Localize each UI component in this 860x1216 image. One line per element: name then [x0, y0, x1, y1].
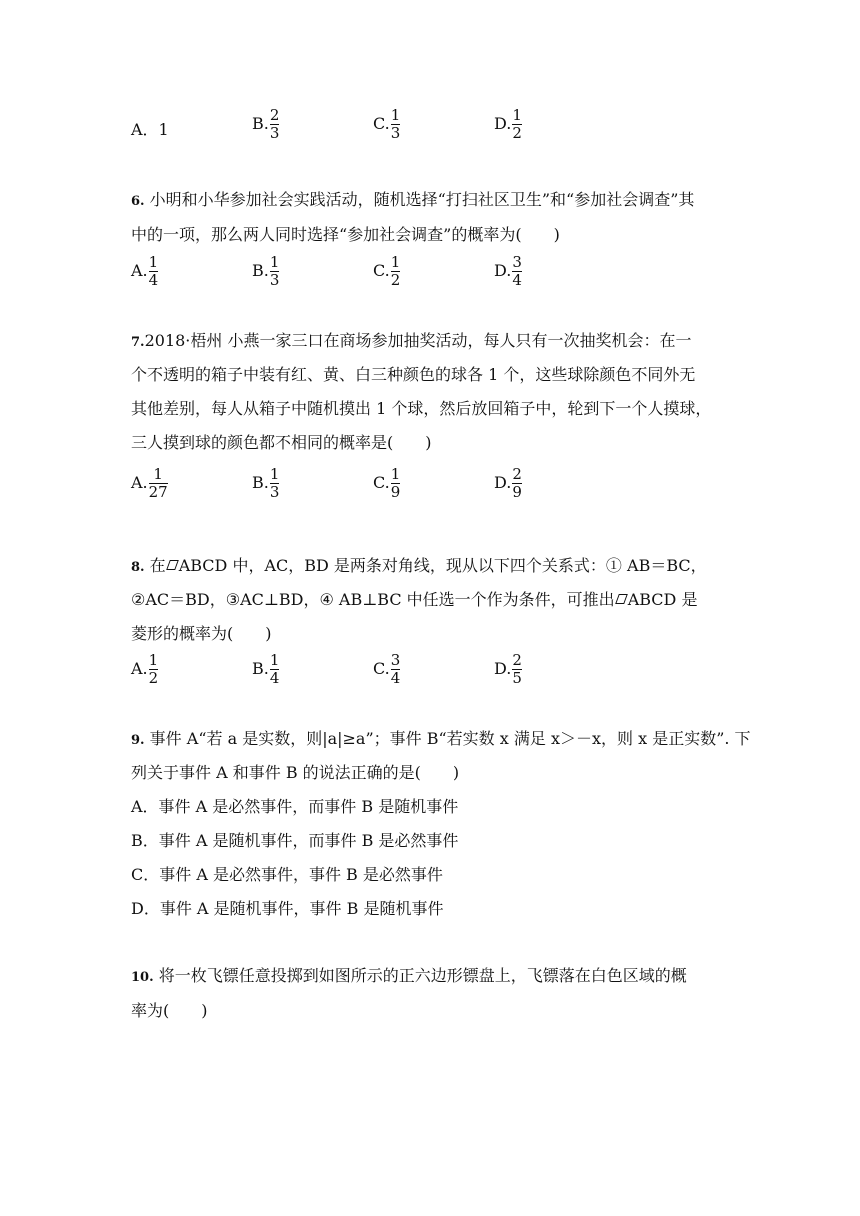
q8-option-c: C. $\frac{3}{4}$ — [373, 651, 401, 687]
q8-line-1: 8. 在 ABCD 中，AC，BD 是两条对角线，现从以下四个关系式：① AB＝BC， — [131, 556, 707, 575]
q7-option-d: D. $\frac{2}{9}$ — [494, 465, 522, 501]
q7-option-b: B. $\frac{1}{3}$ — [252, 465, 280, 501]
q8-line-3: 菱形的概率为( ) — [131, 624, 272, 643]
q9-line-2: 列关于事件 A 和事件 B 的说法正确的是( ) — [131, 763, 460, 782]
q7-line-1: 7.2018·梧州 小燕一家三口在商场参加抽奖活动，每人只有一次抽奖机会：在一 — [131, 331, 692, 350]
q5-option-d: D. $\frac{1}{2}$ — [494, 106, 522, 142]
q6-option-a: A. $\frac{1}{4}$ — [131, 253, 159, 289]
q7-option-c: C. $\frac{1}{9}$ — [373, 465, 401, 501]
q9-option-c: C．事件 A 是必然事件，事件 B 是必然事件 — [131, 865, 443, 884]
q8-option-b: B. $\frac{1}{4}$ — [252, 651, 280, 687]
q10-line-2: 率为( ) — [131, 1001, 208, 1020]
fraction: $\frac{1}{3}$ — [390, 106, 401, 142]
fraction: $\frac{1}{2}$ — [512, 106, 522, 142]
q9-option-d: D．事件 A 是随机事件，事件 B 是随机事件 — [131, 899, 444, 918]
q7-line-3: 其他差别，每人从箱子中随机摸出 1 个球，然后放回箱子中，轮到下一个人摸球， — [131, 399, 712, 418]
q8-option-a: A. $\frac{1}{2}$ — [131, 651, 159, 687]
q8-option-d: D. $\frac{2}{5}$ — [494, 651, 522, 687]
q6-line-2: 中的一项，那么两人同时选择“参加社会调查”的概率为( ) — [131, 225, 560, 244]
q7-option-a: A. $\frac{1}{27}$ — [131, 465, 168, 501]
parallelogram-icon — [615, 594, 628, 604]
q5-option-a: A．1 — [131, 120, 169, 139]
q9-option-a: A．事件 A 是必然事件，而事件 B 是随机事件 — [131, 797, 459, 816]
parallelogram-icon — [166, 560, 179, 570]
q6-option-b: B. $\frac{1}{3}$ — [252, 253, 280, 289]
q9-line-1: 9. 事件 A“若 a 是实数，则|a|≥a”；事件 B“若实数 x 满足 x＞－x，则 x 是正实数”. 下 — [131, 729, 751, 748]
q8-line-2: ②AC＝BD，③AC⊥BD，④ AB⊥BC 中任选一个作为条件，可推出 ABCD 是 — [131, 590, 698, 609]
q6-option-c: C. $\frac{1}{2}$ — [373, 253, 401, 289]
q6-option-d: D. $\frac{3}{4}$ — [494, 253, 522, 289]
q10-line-1: 10. 将一枚飞镖任意投掷到如图所示的正六边形镖盘上，飞镖落在白色区域的概 — [131, 966, 687, 985]
q5-option-b: B. $\frac{2}{3}$ — [252, 106, 280, 142]
q9-option-b: B．事件 A 是随机事件，而事件 B 是必然事件 — [131, 831, 459, 850]
q7-line-4: 三人摸到球的颜色都不相同的概率是( ) — [131, 433, 432, 452]
fraction: $\frac{2}{3}$ — [269, 106, 280, 142]
q7-line-2: 个不透明的箱子中装有红、黄、白三种颜色的球各 1 个，这些球除颜色不同外无 — [131, 365, 696, 384]
q5-option-c: C. $\frac{1}{3}$ — [373, 106, 401, 142]
q6-line-1: 6. 小明和小华参加社会实践活动，随机选择“打扫社区卫生”和“参加社会调查”其 — [131, 190, 695, 209]
